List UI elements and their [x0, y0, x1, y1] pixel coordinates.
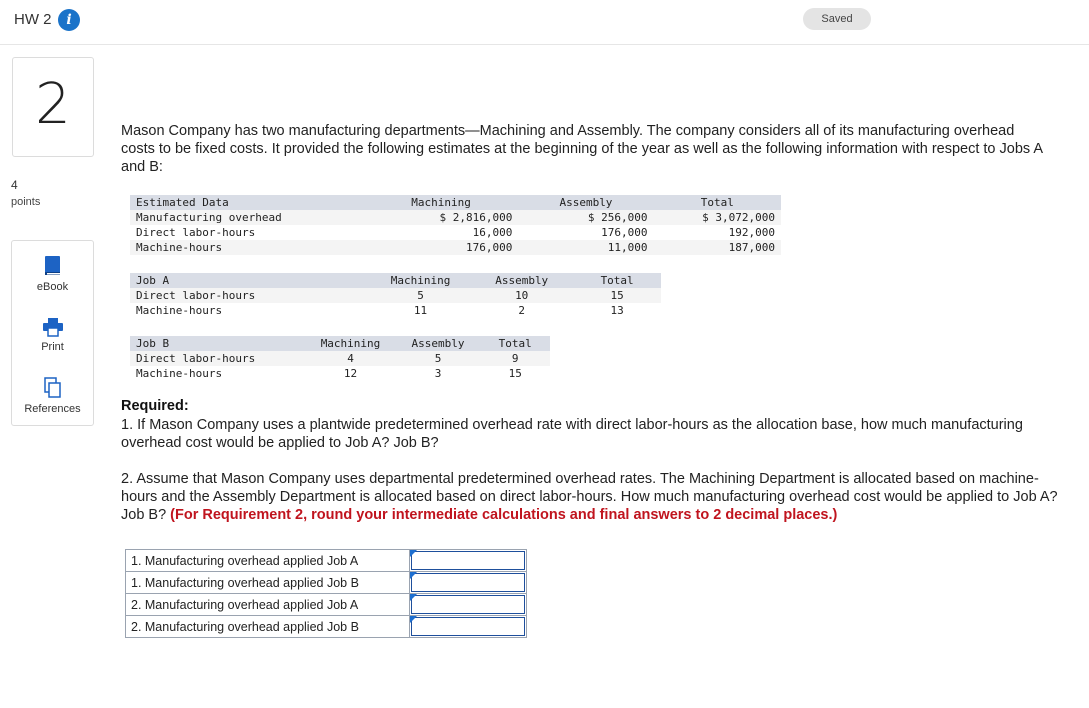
answer-label: 2. Manufacturing overhead applied Job A: [126, 594, 410, 616]
answer-label: 2. Manufacturing overhead applied Job B: [126, 616, 410, 638]
ebook-button[interactable]: [12, 255, 93, 293]
table-row: [130, 225, 781, 240]
header-cell: Total: [573, 273, 661, 288]
header-cell: Assembly: [396, 336, 481, 351]
table-header-row: [130, 195, 781, 210]
table-cell: 15: [573, 288, 661, 303]
table-header-row: [130, 336, 550, 351]
points-value: 4: [11, 178, 18, 192]
table-cell: 10: [470, 288, 573, 303]
table-cell: 3: [434, 367, 442, 380]
flag-icon: [410, 572, 417, 579]
documents-icon: [43, 377, 63, 399]
ebook-label: eBook: [36, 281, 69, 293]
print-button[interactable]: [12, 317, 93, 353]
table-cell: 176,000: [364, 240, 519, 255]
table-cell: 5: [396, 351, 481, 366]
requirement-1-text: 1. If Mason Company uses a plantwide predetermined overhead rate with direct labor-hours as the allocation base, how much manufacturing overhead cost would be applied to Job A? Job B?: [121, 417, 1023, 451]
table-cell: 11: [413, 304, 428, 317]
answer-cell: [410, 550, 527, 572]
table-cell: 9: [480, 351, 550, 366]
answer-table: [125, 549, 527, 638]
answer-cell: [410, 594, 527, 616]
table-header-row: [130, 273, 661, 288]
table-cell: 187,000: [654, 240, 781, 255]
references-label: References: [24, 403, 81, 415]
table-cell: 13: [610, 304, 624, 317]
header-cell: Job B: [130, 336, 305, 351]
table-row: [130, 288, 661, 303]
question-number-box: [12, 57, 94, 157]
points-label: points: [11, 196, 41, 208]
table-cell: $ 256,000: [518, 210, 653, 225]
header-cell: Machining: [364, 195, 519, 210]
top-bar: [0, 0, 1089, 45]
header-cell: Machining: [371, 273, 470, 288]
row-label: Machine-hours: [130, 240, 364, 255]
answer-input-2-job-a[interactable]: [411, 595, 525, 614]
header-cell: Machining: [305, 336, 395, 351]
question-number: 2: [35, 72, 71, 137]
info-icon[interactable]: i: [58, 9, 80, 31]
table-cell: $ 2,816,000: [364, 210, 519, 225]
answer-row: [126, 616, 527, 638]
flag-icon: [410, 550, 417, 557]
answer-label: 1. Manufacturing overhead applied Job B: [126, 572, 410, 594]
flag-icon: [410, 616, 417, 623]
printer-icon: [42, 317, 64, 337]
table-cell: 5: [371, 288, 470, 303]
references-button[interactable]: [12, 377, 93, 415]
table-row: [130, 303, 661, 318]
answer-row: [126, 550, 527, 572]
answer-cell: [410, 616, 527, 638]
answer-input-1-job-b[interactable]: [411, 573, 525, 592]
print-label: Print: [41, 341, 64, 353]
saved-status-badge: Saved: [803, 8, 871, 30]
row-label: Direct labor-hours: [130, 351, 305, 366]
tools-panel: [11, 240, 94, 426]
header-cell: Estimated Data: [130, 195, 364, 210]
header-cell: Assembly: [518, 195, 653, 210]
table-row: [130, 210, 781, 225]
table-cell: 15: [508, 367, 522, 380]
job-a-table: [130, 273, 661, 318]
answer-input-2-job-b[interactable]: [411, 617, 525, 636]
requirement-2-note: (For Requirement 2, round your intermediate calculations and final answers to 2 decimal places.): [170, 507, 838, 523]
book-icon: [43, 255, 63, 277]
question-prompt: Mason Company has two manufacturing departments—Machining and Assembly. The company considers all of its manufacturing overhead costs to be fixed costs. It provided the following estimates at the beginning of the year as well as the following information with respect to Jobs A and B:: [121, 123, 1043, 175]
row-label: Manufacturing overhead: [130, 210, 364, 225]
header-cell: Job A: [130, 273, 371, 288]
flag-icon: [410, 594, 417, 601]
table-cell: 176,000: [601, 226, 648, 239]
required-heading: Required:: [121, 398, 189, 414]
answer-cell: [410, 572, 527, 594]
row-label: Machine-hours: [136, 367, 223, 380]
answer-row: [126, 572, 527, 594]
table-row: [130, 351, 550, 366]
table-cell: $ 3,072,000: [654, 210, 781, 225]
header-cell: Total: [480, 336, 550, 351]
row-label: Direct labor-hours: [136, 226, 256, 239]
table-cell: 16,000: [472, 226, 513, 239]
requirement-2: [121, 470, 1066, 524]
requirement-2-text: 2. Assume that Mason Company uses departmental predetermined overhead rates. The Machining Department is allocated based on machine-hours and the Assembly Department is allocated based on direct labor-hours. How much manufacturing overhead cost would be applied to Job A? Job B?: [121, 471, 1058, 523]
row-label: Direct labor-hours: [130, 288, 371, 303]
assignment-title: HW 2: [14, 11, 52, 28]
estimated-data-table: [130, 195, 781, 255]
header-cell: Total: [654, 195, 781, 210]
answer-input-1-job-a[interactable]: [411, 551, 525, 570]
job-b-table: [130, 336, 550, 381]
table-cell: 12: [343, 367, 358, 380]
table-cell: 11,000: [518, 240, 653, 255]
answer-row: [126, 594, 527, 616]
answer-label: 1. Manufacturing overhead applied Job A: [126, 550, 410, 572]
row-label: Machine-hours: [136, 304, 223, 317]
table-row: [130, 366, 550, 381]
table-cell: 2: [518, 304, 525, 317]
table-cell: 4: [305, 351, 395, 366]
table-row: [130, 240, 781, 255]
table-cell: 192,000: [728, 226, 775, 239]
header-cell: Assembly: [470, 273, 573, 288]
